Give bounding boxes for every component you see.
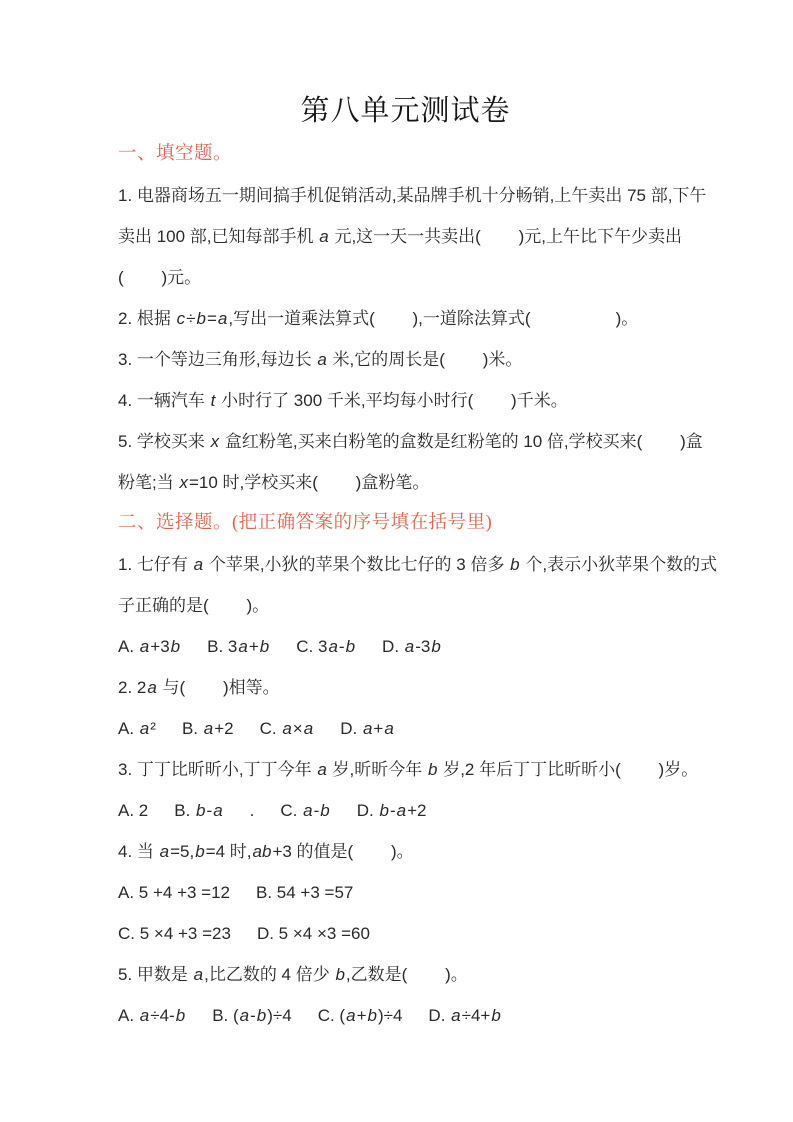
- options-row: [118, 790, 693, 831]
- question-line: 2. 根据 c÷b=a,写出一道乘法算式( ),一道除法算式( )。: [118, 309, 639, 328]
- options-row: [118, 708, 693, 749]
- option-item: B. (a-b)÷4: [212, 1006, 292, 1025]
- option-item: D. a÷4+b: [428, 1006, 501, 1025]
- question-line: 3. 丁丁比昕昕小,丁丁今年 a 岁,昕昕今年 b 岁,2 年后丁丁比昕昕小( )岁。: [118, 760, 699, 779]
- option-item: B. a+2: [181, 719, 234, 738]
- option-item: D. b-a+2: [356, 801, 427, 820]
- question-line: 1. 七仔有 a 个苹果,小狄的苹果个数比七仔的 3 倍多 b 个,表示小狄苹果个数的式: [118, 555, 718, 574]
- question-2-3: [118, 749, 699, 831]
- test-body: [118, 134, 718, 1036]
- page-title: 第八单元测试卷: [300, 95, 511, 127]
- question-line: 粉笔;当 x=10 时,学校买来( )盒粉笔。: [118, 473, 430, 492]
- option-item: A. a÷4-b: [118, 1006, 186, 1025]
- question-line: 5. 甲数是 a,比乙数的 4 倍少 b,乙数是( )。: [118, 965, 468, 984]
- section-heading: 一、填空题。: [118, 144, 233, 164]
- question-line: 4. 当 a=5,b=4 时,ab+3 的值是( )。: [118, 842, 414, 861]
- question-line: 4. 一辆汽车 t 小时行了 300 千米,平均每小时行( )千米。: [118, 391, 568, 410]
- option-item: A. a²: [118, 719, 156, 738]
- question-2-4: [118, 831, 693, 954]
- option-item: A. a+3b: [118, 637, 181, 656]
- question-line: 5. 学校买来 x 盒红粉笔,买来白粉笔的盒数是红粉笔的 10 倍,学校买来( )盒: [118, 432, 703, 451]
- stray-dot: .: [249, 801, 255, 820]
- option-item: C. 5 ×4 +3 =23: [118, 924, 231, 943]
- option-item: D. 5 ×4 ×3 =60: [256, 924, 370, 943]
- option-item: A. 2: [118, 801, 149, 820]
- question-1-3: [118, 339, 693, 380]
- question-1-5: [118, 421, 703, 503]
- question-line: 2. 2a 与( )相等。: [118, 678, 280, 697]
- option-item: A. 5 +4 +3 =12: [118, 883, 231, 902]
- option-item: B. 54 +3 =57: [256, 883, 354, 902]
- question-1-4: [118, 380, 693, 421]
- question-2-2: [118, 667, 693, 749]
- options-row: [118, 995, 693, 1036]
- options-row: [118, 626, 693, 667]
- question-2-5: [118, 954, 693, 1036]
- options-row: [118, 872, 693, 913]
- option-item: C. (a+b)÷4: [317, 1006, 403, 1025]
- question-1-2: [118, 298, 693, 339]
- option-item: B. b-a: [174, 801, 223, 820]
- option-item: D. a-3b: [382, 637, 441, 656]
- option-item: B. 3a+b: [207, 637, 270, 656]
- question-line: 卖出 100 部,已知每部手机 a 元,这一天一共卖出( )元,上午比下午少卖出: [118, 227, 683, 246]
- question-line: ( )元。: [118, 268, 202, 287]
- question-line: 1. 电器商场五一期间搞手机促销活动,某品牌手机十分畅销,上午卖出 75 部,下午: [118, 186, 707, 205]
- option-item: D. a+a: [340, 719, 394, 738]
- option-item: C. 3a-b: [296, 637, 356, 656]
- question-line: 3. 一个等边三角形,每边长 a 米,它的周长是( )米。: [118, 350, 523, 369]
- option-item: C. a-b: [280, 801, 330, 820]
- section-2: [118, 503, 718, 1036]
- section-1: [118, 134, 707, 503]
- section-heading: 二、选择题。(把正确答案的序号填在括号里): [118, 513, 493, 533]
- question-2-1: [118, 544, 718, 667]
- question-line: 子正确的是( )。: [118, 596, 270, 615]
- options-row: [118, 913, 693, 954]
- question-1-1: [118, 175, 707, 298]
- option-item: C. a×a: [259, 719, 314, 738]
